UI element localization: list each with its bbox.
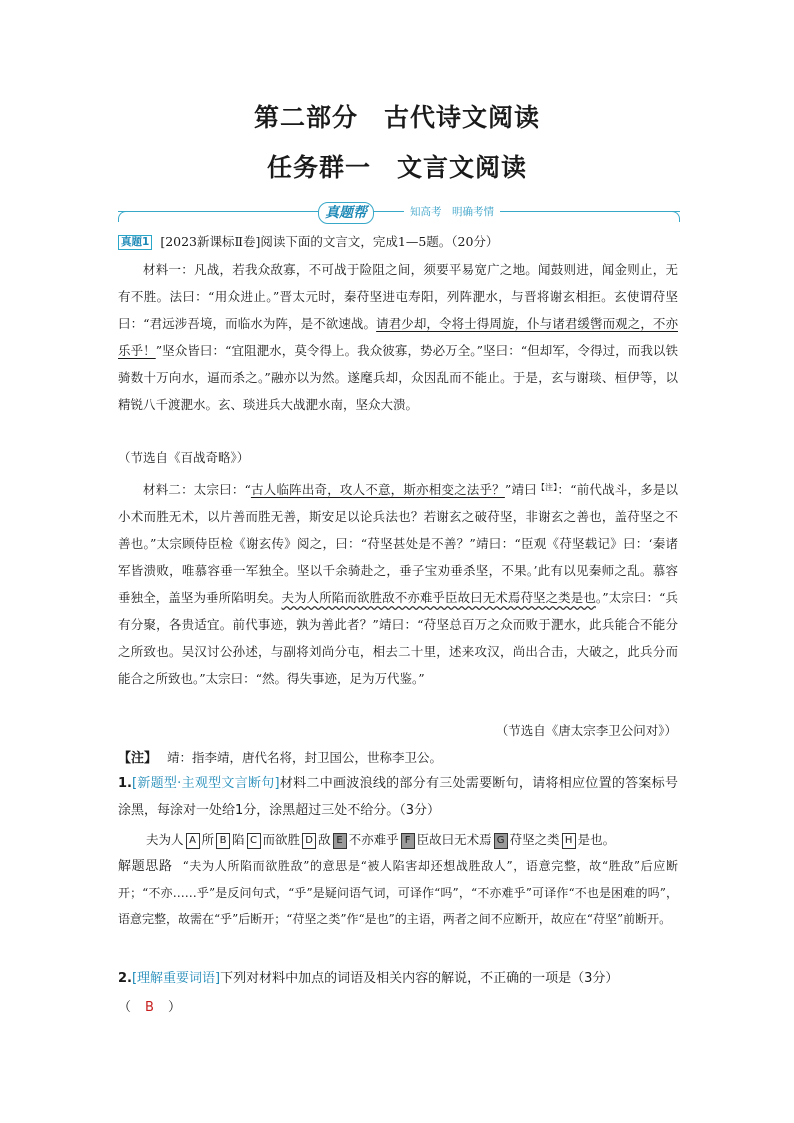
- segment: 敌: [318, 832, 331, 847]
- question-two: [118, 965, 678, 992]
- break-box-c[interactable]: C: [247, 833, 261, 849]
- question-one-text: 材料二中画波浪线的部分有三处需要断句，请将相应位置的答案标号涂黑，每涂对一处给1分，涂黑超过三处不给分。（3分）: [118, 776, 678, 818]
- banner-badge: 真题帮: [318, 202, 374, 224]
- banner-left-cap: [118, 211, 129, 222]
- answer-letter: B: [145, 1000, 154, 1015]
- question-two-text: 下列对材料中加点的词语及相关内容的解说，不正确的一项是（3分）: [220, 971, 619, 986]
- note-label: 【注】: [118, 751, 158, 766]
- material-one-underlined: 请君少却，令将士得周旋，仆与诸君缓辔而观之，不亦乐乎！: [118, 316, 678, 358]
- break-box-e[interactable]: E: [333, 833, 347, 849]
- material-two-text-4: 。”太宗曰：“兵有分聚，各贵适宜。前代事迹，孰为善此者？”靖曰：“苻坚总百万之众而败于淝水，此兵能合不能分之所致也。吴汉讨公孙述，与副将刘尚分屯，相去二十里，述来攻汉，尚出合击，大破之，此兵分而能合之所致也。”太宗曰：“然。得失事迹，足为万代鉴。”: [118, 590, 678, 686]
- task-title: 任务群一 文言文阅读: [266, 153, 527, 182]
- question-intro: [118, 228, 678, 255]
- material-two-text-1: 材料二：太宗曰：“: [143, 482, 251, 497]
- question-one: [118, 770, 678, 824]
- segment: 夫为人: [146, 832, 184, 847]
- material-one-paragraph: [118, 256, 678, 418]
- segment: 陷: [232, 832, 245, 847]
- break-box-f[interactable]: F: [401, 833, 415, 849]
- annotation-note: [118, 744, 678, 772]
- material-two-text-3: ：“前代战斗，多是以小术而胜无术，以片善而胜无善，斯安足以论兵法也？若谢玄之破苻坚，非谢玄之善也，盖苻坚之不善也。”太宗顾侍臣检《谢玄传》阅之，曰：“苻坚甚处是不善？”靖曰：“臣观《苻坚载记》曰：‘秦诸军皆溃败，唯慕容垂一军独全。坚以千余骑赴之，垂子宝劝垂杀坚，不果。’此有以见秦师之乱。慕容垂独全，盖坚为垂所陷明矣。: [118, 482, 679, 605]
- segment: 苻坚之类: [509, 832, 560, 847]
- question-two-tag: [理解重要词语]: [131, 971, 221, 986]
- question-one-tag: [新题型·主观型文言断句]: [131, 776, 280, 791]
- part-title: 第二部分 古代诗文阅读: [253, 103, 540, 132]
- segment: 是也。: [577, 832, 616, 847]
- analysis-label: 解题思路: [118, 859, 173, 874]
- solution-analysis: [118, 853, 678, 932]
- break-box-g[interactable]: G: [494, 833, 508, 849]
- question-two-number: 2.: [118, 971, 132, 986]
- break-box-h[interactable]: H: [562, 833, 576, 849]
- answer-open-paren: （: [118, 1000, 132, 1015]
- analysis-text: “夫为人所陷而欲胜敌”的意思是“被人陷害却还想战胜敌人”，语意完整，故“胜敌”后应断开；“不亦……乎”是反问句式，“乎”是疑问语气词，可译作“吗”，“不亦难乎”可译作“不也是困难的吗”，语意完整，故需在“乎”后断开；“苻坚之类”作“是也”的主语，两者之间不应断开，故应在“苻坚”前断开。: [118, 859, 678, 926]
- break-box-b[interactable]: B: [216, 833, 230, 849]
- material-two-text-2: ”靖曰: [504, 482, 537, 497]
- note-marker: 【注】: [536, 483, 558, 492]
- question-tag: 真题1: [118, 235, 152, 250]
- section-banner: [118, 200, 680, 224]
- segment: 所: [201, 832, 215, 847]
- material-one-text-2: ”坚众皆曰：“宜阻淝水，莫令得上。我众彼寡，势必万全。”坚曰：“但却军，令得过，而我以铁骑数十万向水，逼而杀之。”融亦以为然。遂麾兵却，众因乱而不能止。于是，玄与谢琰、桓伊等，以精锐八千渡淝水。玄、琰进兵大战淝水南，坚众大溃。: [118, 343, 678, 412]
- material-two-underlined: 古人临阵出奇，攻人不意，斯亦相变之法乎？: [250, 482, 505, 497]
- material-two-paragraph: [118, 474, 678, 692]
- segment: 而欲胜: [262, 832, 301, 847]
- material-one-text-1: 材料一：凡战，若我众敌寡，不可战于险阻之间，须要平易宽广之地。闻鼓则进，闻金则止，无有不胜。法曰：“用众进止。”晋太元时，秦苻坚进屯寿阳，列阵淝水，与晋将谢玄相拒。玄使谓苻坚曰：“君远涉吾境，而临水为阵，是不欲速战。: [118, 262, 678, 331]
- question-two-answer: [118, 996, 181, 1015]
- sentence-break-answer-row: [146, 826, 676, 853]
- question-one-number: 1.: [118, 776, 132, 791]
- segment: 臣故曰无术焉: [416, 832, 492, 847]
- material-two-source: （节选自《唐太宗李卫公问对》）: [495, 723, 677, 738]
- break-box-d[interactable]: D: [302, 833, 316, 849]
- intro-text: [2023新课标Ⅱ卷]阅读下面的文言文，完成1—5题。（20分）: [160, 234, 499, 249]
- banner-rule: [118, 211, 680, 212]
- answer-close-paren: ）: [167, 1000, 181, 1015]
- segment: 不亦难乎: [348, 832, 399, 847]
- material-one-source: （节选自《百战奇略》）: [118, 450, 250, 465]
- banner-tagline: 知高考 明确考情: [404, 203, 500, 221]
- break-box-a[interactable]: A: [186, 833, 200, 849]
- wavy-underlined-passage: 夫为人所陷而欲胜敌不亦难乎臣故曰无术焉苻坚之类是也: [281, 590, 596, 605]
- note-text: 靖：指李靖，唐代名将，封卫国公，世称李卫公。: [167, 750, 443, 765]
- banner-right-cap: [669, 211, 680, 222]
